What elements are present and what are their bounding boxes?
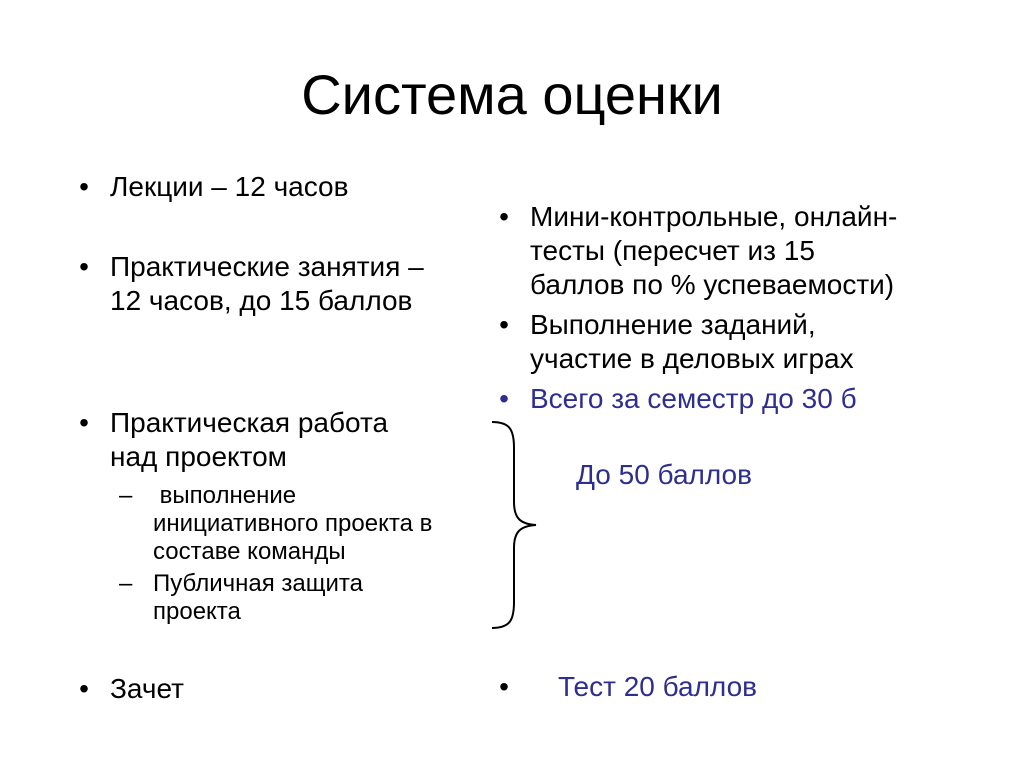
bullet-exam — [79, 672, 184, 706]
bullet-marker: • — [79, 673, 89, 704]
bullet-marker: • — [79, 407, 89, 438]
mini-line-3: баллов по % успеваемости) — [530, 269, 895, 300]
bullet-marker: • — [79, 251, 89, 282]
project-points-text: До 50 баллов — [576, 459, 752, 490]
bullet-lectures — [79, 170, 349, 204]
bullet-marker: • — [499, 383, 509, 414]
bullet-marker: • — [499, 671, 509, 702]
bullet-marker: • — [499, 201, 509, 232]
sub-item-defense — [119, 570, 363, 626]
sub-item-initiative — [119, 482, 433, 566]
lectures-text: Лекции – 12 часов — [110, 171, 349, 202]
tasks-line-2: участие в деловых играх — [530, 343, 854, 374]
exam-text: Зачет — [110, 673, 184, 704]
bullet-mini-tests — [499, 200, 898, 302]
practice-line-1: Практические занятия – — [110, 251, 424, 282]
curly-brace-icon — [484, 418, 544, 632]
bullet-marker: • — [79, 171, 89, 202]
mini-line-1: Мини-контрольные, онлайн- — [530, 201, 898, 232]
sub2-line-2: проекта — [153, 598, 241, 625]
bullet-marker: • — [499, 309, 509, 340]
bullet-test-points — [499, 670, 758, 704]
dash-marker: – — [119, 482, 133, 509]
practice-line-2: 12 часов, до 15 баллов — [110, 285, 413, 316]
test-points-text: Тест 20 баллов — [558, 671, 758, 702]
bullet-semester-total — [499, 382, 857, 416]
bullet-project — [79, 406, 389, 474]
semester-total-text: Всего за семестр до 30 б — [530, 383, 857, 414]
sub1-line-3: составе команды — [153, 538, 346, 565]
bullet-tasks — [499, 308, 854, 376]
mini-line-2: тесты (пересчет из 15 — [530, 235, 815, 266]
project-line-1: Практическая работа — [110, 407, 389, 438]
sub2-line-1: Публичная защита — [153, 570, 363, 597]
sub1-line-2: инициативного проекта в — [153, 510, 433, 537]
slide-title: Система оценки — [301, 63, 723, 126]
dash-marker: – — [119, 570, 133, 597]
bullet-practice — [79, 250, 424, 318]
tasks-line-1: Выполнение заданий, — [530, 309, 816, 340]
sub1-line-1: выполнение — [153, 482, 297, 509]
project-line-2: над проектом — [110, 441, 287, 472]
